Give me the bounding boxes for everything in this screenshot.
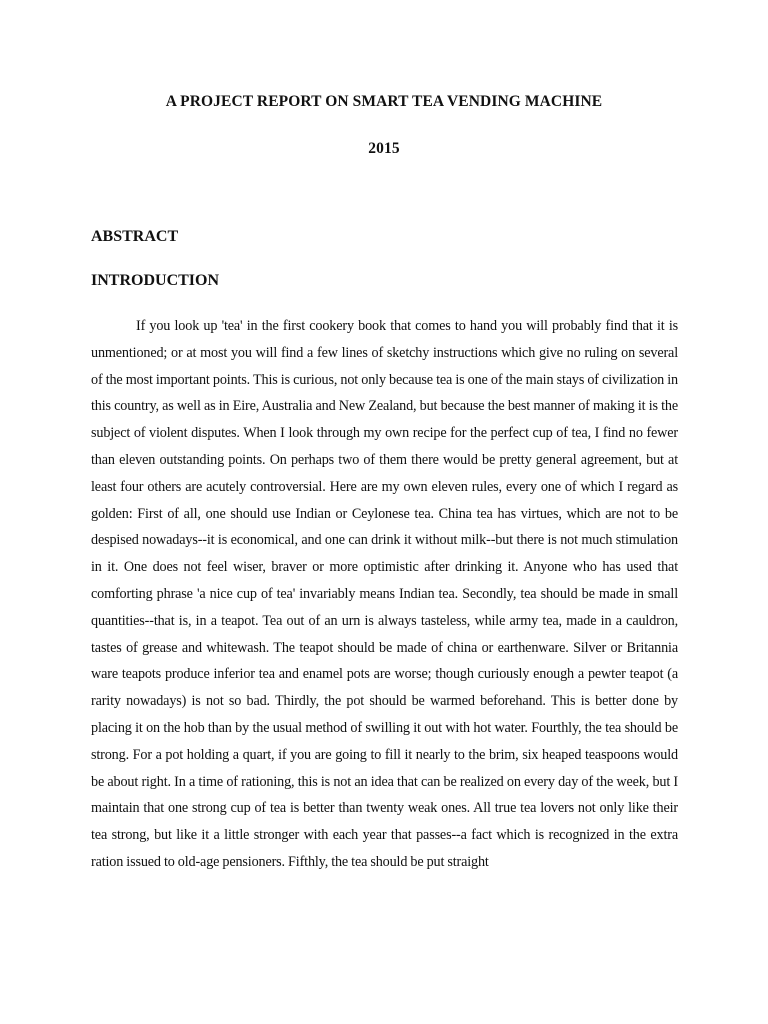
document-year: 2015 xyxy=(368,140,400,157)
document-title: A PROJECT REPORT ON SMART TEA VENDING MACHINE xyxy=(165,93,603,110)
introduction-paragraph: If you look up 'tea' in the first cookery book that comes to hand you will probably find that it is unmentioned; or at most you will find a few lines of sketchy instructions which give no ruling on several of the most important points. This is curious, not only because tea is one of the main stays of civilization in this country, as well as in Eire, Australia and New Zealand, but because the best manner of making it is the subject of violent disputes. When I look through my own recipe for the perfect cup of tea, I find no fewer than eleven outstanding points. On perhaps two of them there would be pretty general agreement, but at least four others are acutely controversial. Here are my own eleven rules, every one of which I regard as golden: First of all, one should use Indian or Ceylonese tea. China tea has virtues, which are not to be despised nowadays--it is economical, and one can drink it without milk--but there is not much stimulation in it. One does not feel wiser, braver or more optimistic after drinking it. Anyone who has used that comforting phrase 'a nice cup of tea' invariably means Indian tea. Secondly, tea should be made in small quantities--that is, in a teapot. Tea out of an urn is always tasteless, while army tea, made in a cauldron, tastes of grease and whitewash. The teapot should be made of china or earthenware. Silver or Britannia ware teapots produce inferior tea and enamel pots are worse; though curiously enough a pewter teapot (a rarity nowadays) is not so bad. Thirdly, the pot should be warmed beforehand. This is better done by placing it on the hob than by the usual method of swilling it out with hot water. Fourthly, the tea should be strong. For a pot holding a quart, if you are going to fill it nearly to the brim, six heaped teaspoons would be about right. In a time of rationing, this is not an idea that can be realized on every day of the week, but I maintain that one strong cup of tea is better than twenty weak ones. All true tea lovers not only like their tea strong, but like it a little stronger with each year that passes--a fact which is recognized in the extra ration issued to old-age pensioners. Fifthly, the tea should be put straight xyxy=(91,318,678,870)
introduction-heading: INTRODUCTION xyxy=(91,272,220,289)
abstract-heading: ABSTRACT xyxy=(91,228,179,245)
